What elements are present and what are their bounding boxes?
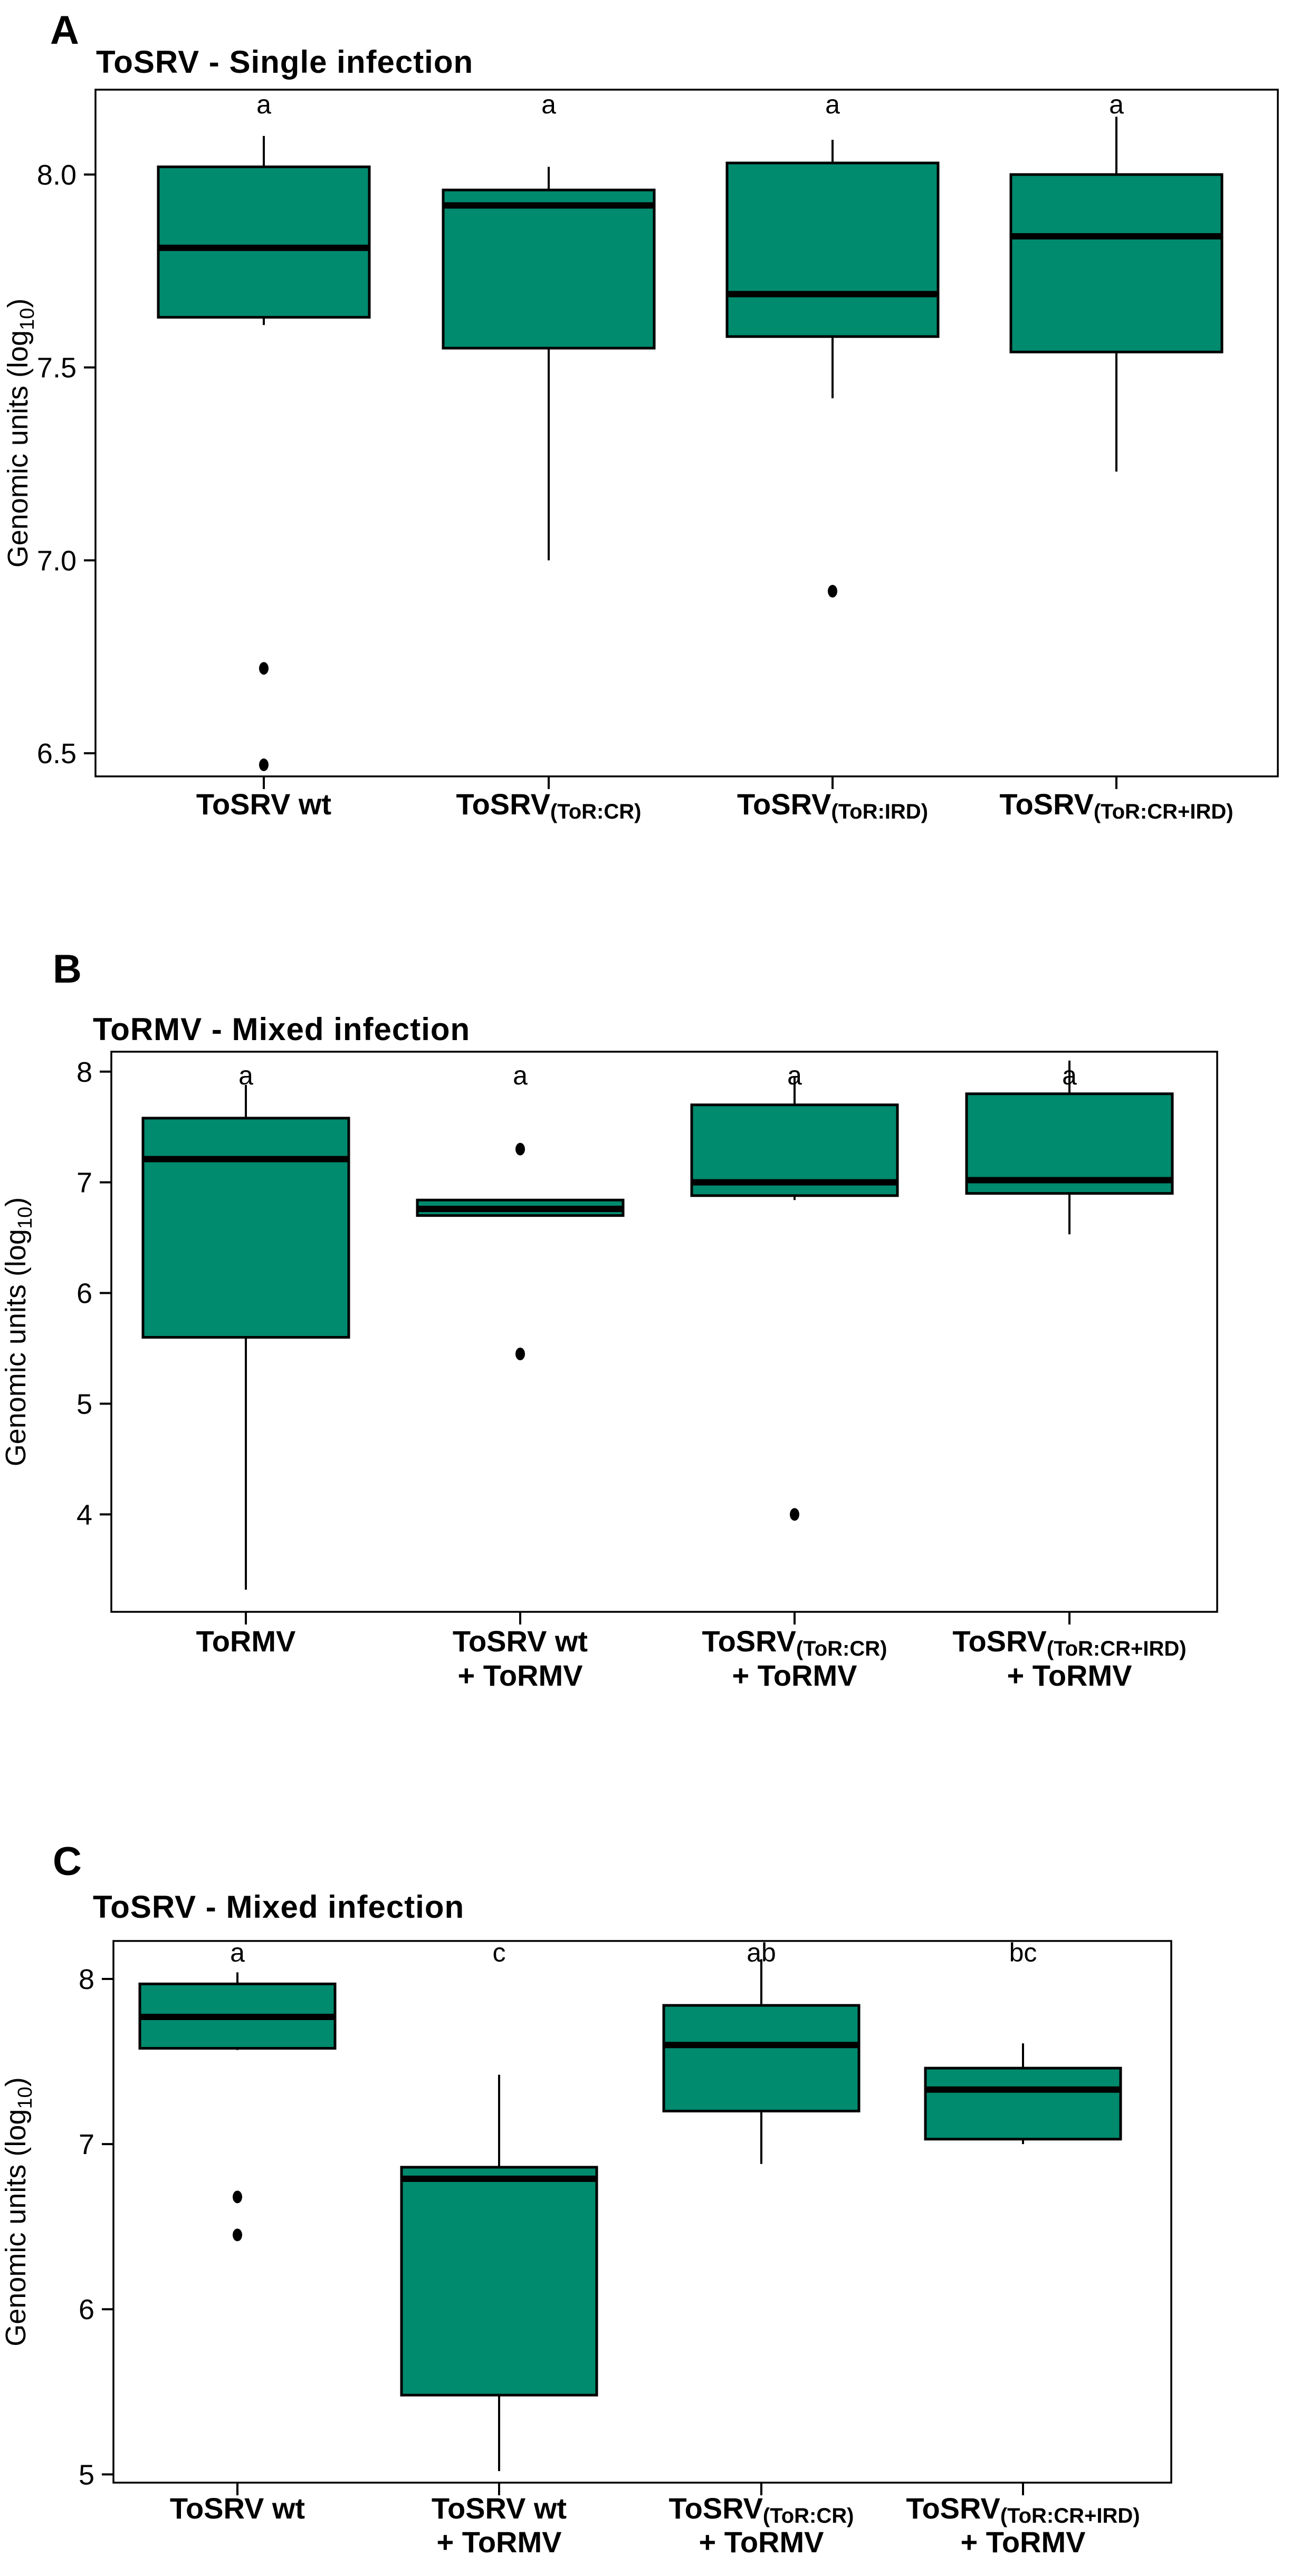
y-tick-label: 7	[78, 2129, 94, 2161]
outlier-point	[790, 1508, 799, 1521]
x-category-label-line2: + ToRMV	[436, 2525, 562, 2559]
box	[402, 2167, 597, 2395]
x-category-label-line2: + ToRMV	[732, 1659, 857, 1692]
significance-letter: a	[541, 90, 556, 119]
significance-letter: a	[238, 1061, 253, 1090]
x-category-label: ToSRV wt	[196, 787, 332, 821]
panel-a-boxplot-chart	[0, 0, 1300, 897]
panel-b-letter: B	[53, 947, 82, 992]
panel-b-boxplot-chart	[0, 897, 1300, 1767]
y-tick-label: 7.0	[36, 545, 77, 577]
x-category-label-line2: + ToRMV	[457, 1659, 583, 1692]
y-tick-label: 6.5	[36, 738, 77, 770]
significance-letter: a	[1062, 1061, 1077, 1090]
panel-c	[0, 1767, 1300, 2576]
box	[664, 2005, 859, 2111]
x-category-label: ToSRV(ToR:IRD)	[737, 787, 929, 823]
panel-a-letter: A	[50, 8, 79, 53]
box	[925, 2068, 1121, 2139]
box	[158, 167, 369, 317]
y-tick-label: 7.5	[36, 352, 77, 384]
y-tick-label: 8	[78, 1964, 94, 1996]
panel-c-title: ToSRV - Mixed infection	[93, 1889, 465, 1925]
x-category-label: ToSRV(ToR:CR+IRD)	[999, 787, 1234, 823]
significance-letter: a	[787, 1061, 802, 1090]
y-tick-label: 8.0	[36, 159, 77, 191]
box	[1011, 175, 1222, 352]
x-category-label: ToSRV wt	[431, 2492, 567, 2525]
outlier-point	[259, 758, 269, 771]
outlier-point	[233, 2228, 242, 2241]
panel-b	[0, 897, 1300, 1767]
y-tick-label: 6	[76, 1277, 92, 1310]
y-tick-label: 4	[76, 1499, 92, 1531]
outlier-point	[515, 1143, 525, 1156]
significance-letter: ab	[747, 1938, 776, 1967]
panel-b-title: ToRMV - Mixed infection	[93, 1012, 471, 1047]
x-category-label: ToSRV(ToR:CR+IRD)	[952, 1625, 1187, 1660]
y-axis-label: Genomic units $(\log_{10})$	[0, 2077, 36, 2347]
y-axis-label: Genomic units $(\log_{10})$	[0, 1197, 36, 1467]
box	[727, 163, 938, 337]
significance-letter: a	[513, 1061, 528, 1090]
x-category-label: ToSRV(ToR:CR)	[668, 2492, 854, 2527]
y-tick-label: 5	[76, 1388, 92, 1420]
x-category-label: ToSRV(ToR:CR)	[702, 1625, 887, 1660]
y-tick-label: 8	[76, 1056, 92, 1088]
x-category-label-line2: + ToRMV	[699, 2525, 824, 2559]
x-category-label-line2: + ToRMV	[1007, 1659, 1132, 1692]
y-tick-label: 5	[78, 2459, 94, 2491]
x-category-label: ToSRV(ToR:CR)	[456, 787, 642, 823]
outlier-point	[828, 585, 837, 598]
significance-letter: c	[492, 1938, 506, 1967]
box	[143, 1118, 349, 1338]
x-category-label: ToRMV	[196, 1625, 296, 1658]
significance-letter: a	[256, 90, 271, 119]
y-axis-label: Genomic units $(\log_{10})$	[2, 298, 39, 568]
significance-letter: bc	[1009, 1938, 1037, 1967]
y-tick-label: 6	[78, 2294, 94, 2326]
panel-a	[0, 0, 1300, 897]
y-tick-label: 7	[76, 1167, 92, 1199]
significance-letter: a	[230, 1938, 245, 1967]
x-category-label: ToSRV wt	[452, 1625, 588, 1658]
outlier-point	[259, 662, 269, 675]
outlier-point	[233, 2190, 242, 2203]
panel-c-letter: C	[53, 1839, 82, 1884]
x-category-label: ToSRV(ToR:CR+IRD)	[906, 2492, 1140, 2527]
panel-a-title: ToSRV - Single infection	[96, 44, 474, 80]
x-category-label-line2: + ToRMV	[960, 2525, 1086, 2559]
outlier-point	[515, 1348, 525, 1360]
panel-c-boxplot-chart	[0, 1767, 1300, 2576]
significance-letter: a	[825, 90, 840, 119]
box	[443, 190, 654, 348]
significance-letter: a	[1109, 90, 1124, 119]
x-category-label: ToSRV wt	[169, 2492, 305, 2525]
